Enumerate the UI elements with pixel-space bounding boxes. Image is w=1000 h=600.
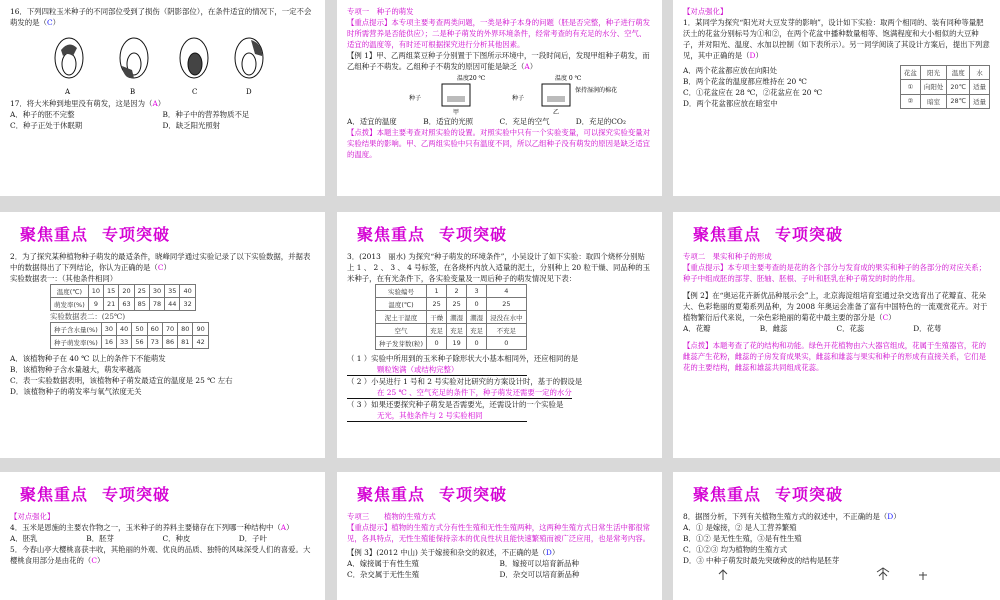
option: C．种子正处于休眠期 (10, 121, 83, 130)
question-2: 2．为了探究某种植物种子萌发的最适条件，晓峰同学通过实验记录了以下实验数据，并据表中的数据得出了下列结论，你认为正确的是（C） (10, 252, 311, 272)
question-4: 4．玉米是恩施的主要农作物之一，玉米种子的养料主要储存在下列哪一种结构中（A） (10, 523, 294, 532)
slide-topic-2: 聚焦重点 专项突破 专项二 果实和种子的形成 【重点提示】本专项主要考查的是花的各个部分与发育成的果实和种子的各部分的对应关系；种子中组成胚的部芽、胚轴、胚根、子叶和胚乳在种子萌发的时的作用。 【例 2】在“奥运花卉新优品种展示会”上，北京海淀组培育室通过杂交选育出了花瓣直、花朵大、色彩艳丽的夏菊系列品种，为 2008 年奥运会准备了富有中国特色的一流观赏花卉。对于植物繁衍后代来说，一朵色彩艳丽的菊花中最主要的部分是（C） A．花瓣 B．雌蕊 C．花蕊 D．花萼 【点拨】本题考查了花的结构和功能。绿色开花植物由六大器官组成，花属于生殖器官，花的雌蕊产生花粉，雌蕊的子房发育成果实，雌蕊和雄蕊与果实和种子的形成有直接关系，它们是花的主要结构，雌蕊和雄蕊共同组成花蕊。 (673, 212, 1000, 458)
seed-label-b: B (130, 88, 136, 96)
seed-figure (10, 28, 310, 98)
slide-topic-3: 聚焦重点 专项突破 专项三 植物的生殖方式 【重点提示】植物的生殖方式分有性生殖和无性生殖两种，这两种生殖方式日常生活中都很常见，各具特点，无性生殖能保持亲本的优良性状且能快速繁殖而被广泛应用，也是常考内容。 【例 3】(2012 中山) 关于嫁接和杂交的叙述，不正确的是（D） A．嫁接属于有性生殖 B．嫁接可以培育新品种 C．杂交属于无性生殖 D．杂交可以培育新品种 (337, 472, 662, 600)
option: B．种子中的营养物质不足 (162, 110, 250, 119)
pot-table: 花盆 阳光 温度 水 ① 向阳处 20℃ 适量 ② 暗室 28℃ 适量 (900, 65, 990, 109)
option: D．缺乏阳光照射 (162, 121, 221, 130)
key-tip: 【重点提示】本专项主要考查两类问题，一类是种子本身的问题（胚是否完整，种子进行萌发时所需营养是否能供应）；二是种子萌发的外界环境条件，经常考查的有充足的水分、空气、适宜的温度等，有时还可根据探究进行分析其他因素。 (347, 18, 651, 49)
slide-q3: 聚焦重点 专项突破 3．(2013 丽水) 为探究“种子萌发的环境条件”，小吴设计了如下实验：取四个烧杯分别贴上 1 、 2 、 3 、 4 号标签，在各烧杯内放入适量的泥土，分别种上 20 粒干燥、同品种的玉米种子，在有光条件下，各实验变量及一周后种子的萌发情况见下表： 实验编号 1 2 3 4 温度(℃) 25 25 0 25 泥土干湿度 干燥 潮湿 潮湿 浸没在水中 空气 充足 充足 充足 不充足 种子发芽数(粒) 0 19 0 0 （ 1 ）实验中所用到的玉米种子除形状大小基本相同外，还应相同的是 颗粒饱满（或结构完整） （ 2 ）小吴进行 1 号和 2 号实验对比研究的方案设计时，基于的假设是 在 25 ℃ 、空气充足的条件下，种子萌发还需要一定的水分 （ 3 ）如果还要探究种子萌发是否需要光，还需设计的一个实验是 无光，其他条件与 2 号实验相同 (337, 212, 662, 458)
option: A．种子的胚不完整 (10, 110, 75, 119)
question-16: 16．下列四粒玉米种子的不同部位受到了损伤（阴影部位），在条件适宜的情况下，一定不会萌发的是（C） (10, 7, 312, 27)
question-1: 1．某同学为探究“阳光对大豆发芽的影响”，设计如下实验：取两个相同的、装有同种等量肥沃土的花盆分别标号为①和②，在两个花盆中播种数量相等、饱满程度和大小相似的大豆种子，并对阳光、温度、水加以控制（如下表所示）。另一同学阅读了其设计方案后，提出下列意见，其中正确的是（D） (683, 18, 990, 60)
svg-text:温度20 ℃: 温度20 ℃ (457, 75, 486, 82)
seed-label-a: A (65, 88, 71, 96)
seed-label-c: C (192, 88, 198, 96)
moisture-table: 种子含水量(%) 30 40 50 60 70 80 90 种子萌发率(%) 16 33 56 73 86 81 42 (50, 322, 209, 349)
section-heading: 专项一 种子的萌发 (347, 7, 414, 16)
explanation: 【点拨】本题考查了花的结构和功能。绿色开花植物由六大器官组成，花属于生殖器官，花的雌蕊产生花粉，雌蕊的子房发育成果实，雌蕊和雄蕊与果实和种子的形成有直接关系，它们是花的主要结构，雌蕊和雄蕊共同组成花蕊。 (683, 341, 987, 372)
key-tip: 【重点提示】植物的生殖方式分有性生殖和无性生殖两种，这两种生殖方式日常生活中都很常见，各具特点，无性生殖能保持亲本的优良性状且能快速繁殖而被广泛应用，也是常考内容。 (347, 523, 651, 543)
answer-3: 无光，其他条件与 2 号实验相同 (347, 410, 527, 422)
seed-label-d: D (246, 88, 252, 96)
beaker-figure (347, 72, 647, 116)
question-5: 5．今春山亭大樱桃喜获丰收，其艳丽的外观、优良的品质、独特的风味深受人们的喜爱。大樱桃食用部分是由花的（C） (10, 545, 311, 565)
slide-practice-2: 聚焦重点 专项突破 【对点强化】 4．玉米是恩施的主要农作物之一，玉米种子的养料主要储存在下列哪一种结构中（A） A．胚乳 B．胚芽 C．种皮 D．子叶 5．今春山亭大樱桃喜获丰收，其艳丽的外观、优良的品质、独特的风味深受人们的喜爱。大樱桃食用部分是由花的（C） (0, 472, 325, 600)
svg-text:种子: 种子 (409, 95, 422, 102)
svg-text:温度 0 ℃: 温度 0 ℃ (555, 75, 582, 82)
svg-text:保持湿润的棉花: 保持湿润的棉花 (575, 87, 618, 94)
svg-text:甲: 甲 (453, 109, 460, 116)
banner-title: 聚焦重点 专项突破 (693, 225, 844, 244)
section-heading: 专项二 果实和种子的形成 (683, 252, 772, 261)
answer-2: 在 25 ℃ 、空气充足的条件下，种子萌发还需要一定的水分 (347, 387, 572, 399)
section-heading: 【对点强化】 (10, 512, 55, 521)
banner-title: 聚焦重点 专项突破 (20, 485, 171, 504)
slide-q2: 聚焦重点 专项突破 2．为了探究某种植物种子萌发的最适条件，晓峰同学通过实验记录了以下实验数据，并据表中的数据得出了下列结论，你认为正确的是（C） 实验数据表一：（其他条件相同） 温度(℃) 10 15 20 25 30 35 40 萌发率(%) 9 21 63 85 78 44 32 实验数据表二：(25℃) 种子含水量(%) 30 40 50 60 70 80 90 种子萌发率(%) 16 33 56 73 86 81 42 A．该植物种子在 40 ℃ 以上的条件下不能萌发 B．该植物种子含水量越大，萌发率越高 C．表一实验数据表明，该植物种子萌发最适宜的温度是 25 ℃ 左右 D．该植物种子的萌发率与氧气浓度无关 (0, 212, 325, 458)
banner-title: 聚焦重点 专项突破 (693, 485, 844, 504)
question-8: 8．据图分析，下列有关植物生殖方式的叙述中，不正确的是（D） (683, 512, 901, 521)
section-heading: 【对点强化】 (683, 7, 728, 16)
question-17: 17．将大米种到地里没有萌发，这是因为（A） (10, 99, 166, 108)
explanation: 【点拨】本题主要考查对照实验的设置。对照实验中只有一个实验变量，可以探究实验变量对实验结果的影响。甲、乙两组实验中只有温度不同，所以乙组种子没有萌发的原因是缺乏适宜的温度。 (347, 128, 651, 159)
banner-title: 聚焦重点 专项突破 (20, 225, 171, 244)
example-2: 【例 2】在“奥运花卉新优品种展示会”上，北京海淀组培育室通过杂交选育出了花瓣直、花朵大、色彩艳丽的夏菊系列品种，为 2008 年奥运会准备了富有中国特色的一流观赏花卉。对于植物繁衍后代来说，一朵色彩艳丽的菊花中最主要的部分是（C） (683, 291, 988, 322)
key-tip: 【重点提示】本专项主要考查的是花的各个部分与发育成的果实和种子的各部分的对应关系；种子中组成胚的部芽、胚轴、胚根、子叶和胚乳在种子萌发的时的作用。 (683, 263, 987, 283)
temperature-table: 温度(℃) 10 15 20 25 30 35 40 萌发率(%) 9 21 63 85 78 44 32 (50, 284, 196, 311)
slide-practice-1: 【对点强化】 1．某同学为探究“阳光对大豆发芽的影响”，设计如下实验：取两个相同的、装有同种等量肥沃土的花盆分别标号为①和②，在两个花盆中播种数量相等、饱满程度和大小相似的大豆种子，并对阳光、温度、水加以控制（如下表所示）。另一同学阅读了其设计方案后，提出下列意见，其中正确的是（D） A．两个花盆都应放在向阳处 B．两个花盆的温度都应维持在 20 ℃ C．①花盆应在 28 ℃，②花盆应在 20 ℃ D．两个花盆都应放在暗室中 花盆 阳光 温度 水 ① 向阳处 20℃ 适量 ② 暗室 28℃ 适量 (673, 0, 1000, 196)
section-heading: 专项三 植物的生殖方式 (347, 512, 436, 521)
slide-topic-1: 专项一 种子的萌发 【重点提示】本专项主要考查两类问题，一类是种子本身的问题（胚是否完整，种子进行萌发时所需营养是否能供应）；二是种子萌发的外界环境条件，经常考查的有充足的水分、空气、适宜的温度等，有时还可根据探究进行分析其他因素。 【例 1】甲、乙两组菜豆种子分别置于下图所示环境中，一段时间后，发现甲组种子萌发，而乙组种子不萌发。乙组种子不萌发的原因可能是缺乏（A） 温度20 ℃ 种子 甲 温度 0 ℃ 保持湿润的棉花 种子 乙 A．适宜的温度 B．适宜的光照 C．充足的空气 D．充足的CO₂ 【点拨】本题主要考查对照实验的设置。对照实验中只有一个实验变量，可以探究实验变量对实验结果的影响。甲、乙两组实验中只有温度不同，所以乙组种子没有萌发的原因是缺乏适宜的温度。 (337, 0, 662, 196)
plant-figure (683, 566, 983, 580)
example-1: 【例 1】甲、乙两组菜豆种子分别置于下图所示环境中，一段时间后，发现甲组种子萌发，而乙组种子不萌发。乙组种子不萌发的原因可能是缺乏（A） (347, 51, 650, 71)
banner-title: 聚焦重点 专项突破 (357, 225, 508, 244)
germination-table: 实验编号 1 2 3 4 温度(℃) 25 25 0 25 泥土干湿度 干燥 潮湿 潮湿 浸没在水中 空气 充足 充足 充足 不充足 种子发芽数(粒) 0 19 0 0 (375, 284, 527, 350)
answer-1: 颗粒饱满（或结构完整） (347, 364, 527, 376)
slide-q16-q17 (0, 0, 325, 196)
banner-title: 聚焦重点 专项突破 (357, 485, 508, 504)
slide-q8: 聚焦重点 专项突破 8．据图分析，下列有关植物生殖方式的叙述中，不正确的是（D） A．① 是嫁接，② 是人工营养繁殖 B．①② 是无性生殖，③是有性生殖 C．①②③ 均为植物的生殖方式 D．③ 中种子萌发时最先突破种皮的结构是胚芽 (673, 472, 1000, 600)
svg-text:种子: 种子 (512, 95, 525, 102)
example-3: 【例 3】(2012 中山) 关于嫁接和杂交的叙述，不正确的是（D） (347, 548, 560, 557)
question-3: 3．(2013 丽水) 为探究“种子萌发的环境条件”，小吴设计了如下实验：取四个烧杯分别贴上 1 、 2 、 3 、 4 号标签，在各烧杯内放入适量的泥土，分别种上 20 粒干燥、同品种的玉米种子，在有光条件下，各实验变量及一周后种子的萌发情况见下表： (347, 252, 650, 283)
svg-text:乙: 乙 (553, 109, 560, 116)
